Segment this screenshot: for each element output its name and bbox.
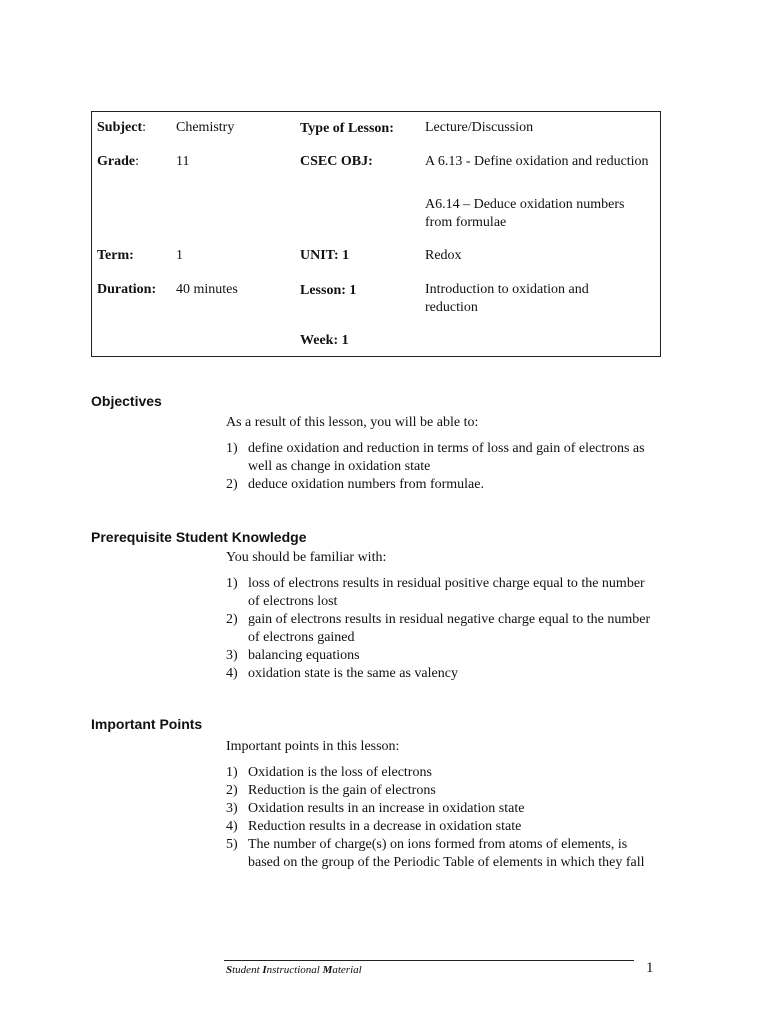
unit-value: Redox [425,248,462,263]
list-item: 4) oxidation state is the same as valency [226,666,458,681]
list-item: 1) loss of electrons results in residual positive charge equal to the number of electrons lost [226,576,645,609]
prerequisite-intro: You should be familiar with: [226,550,387,565]
footer-rule [224,960,634,961]
lesson-label: Lesson: 1 [300,283,357,298]
subject-value: Chemistry [176,120,235,135]
objectives-intro: As a result of this lesson, you will be able to: [226,415,479,430]
list-item: 1) Oxidation is the loss of electrons [226,765,432,780]
important-points-list [226,764,646,872]
week-label: Week: 1 [300,333,349,348]
list-item: 1) define oxidation and reduction in terms of loss and gain of electrons as well as change in oxidation state [226,441,645,474]
csec-obj-value-2: A6.14 – Deduce oxidation numbers from formulae [425,197,625,230]
unit-label: UNIT: 1 [300,248,350,263]
type-of-lesson-label: Type of Lesson: [300,121,394,136]
csec-obj-value-1: A 6.13 - Define oxidation and reduction [425,154,649,169]
grade-label: Grade: [97,154,139,169]
list-item: 2) Reduction is the gain of electrons [226,783,436,798]
list-item: 3) Oxidation results in an increase in oxidation state [226,801,525,816]
list-item: 3) balancing equations [226,648,360,663]
footer-title: Student Instructional Material [226,964,362,976]
important-points-intro: Important points in this lesson: [226,739,400,754]
grade-value: 11 [176,154,190,169]
list-item: 5) The number of charge(s) on ions formed from atoms of elements, is based on the group of the Periodic Table of elements in which they fall [226,837,645,870]
list-item: 2) gain of electrons results in residual negative charge equal to the number of electrons gained [226,612,651,645]
csec-obj-label: CSEC OBJ: [300,154,373,169]
duration-label: Duration: [97,282,157,297]
duration-value: 40 minutes [176,282,238,297]
subject-label: Subject: [97,120,147,135]
type-of-lesson-value: Lecture/Discussion [425,120,534,135]
prerequisite-heading: Prerequisite Student Knowledge [91,529,307,545]
term-label: Term: [97,248,134,263]
term-value: 1 [176,248,183,263]
lesson-info-table [91,111,661,357]
lesson-value: Introduction to oxidation and reduction [425,282,589,315]
list-item: 2) deduce oxidation numbers from formulae. [226,477,484,492]
list-item: 4) Reduction results in a decrease in oxidation state [226,819,522,834]
objectives-list [226,440,656,494]
important-points-heading: Important Points [91,716,203,732]
objectives-heading: Objectives [91,393,162,409]
page-number: 1 [646,960,654,976]
prerequisite-list [226,575,656,683]
